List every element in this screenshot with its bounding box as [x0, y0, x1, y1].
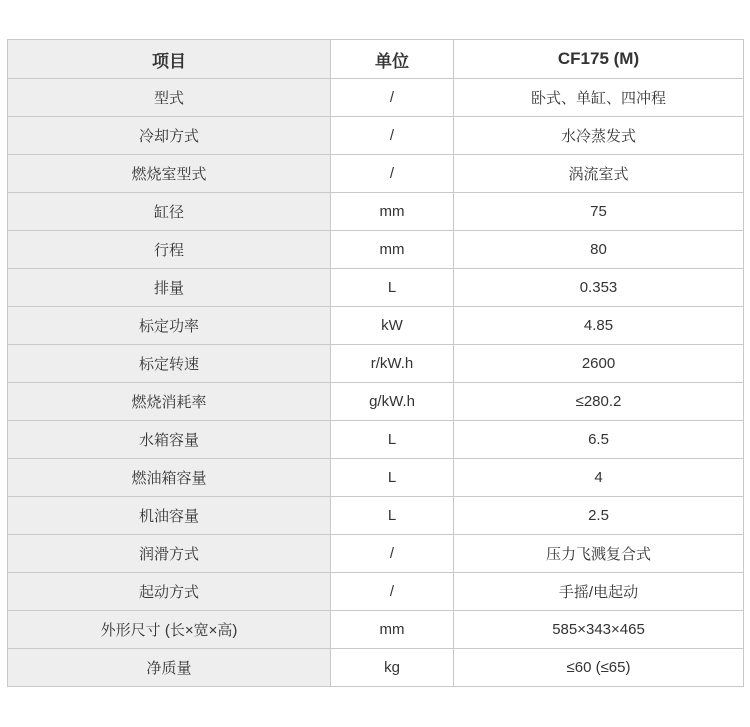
table-row: [8, 79, 744, 117]
cell-value: 手摇/电起动: [454, 573, 744, 611]
spec-table: [7, 39, 744, 687]
table-row: [8, 307, 744, 345]
cell-unit: /: [331, 573, 454, 611]
cell-unit: L: [331, 269, 454, 307]
table-row: [8, 649, 744, 687]
table-row: [8, 231, 744, 269]
table-row: [8, 117, 744, 155]
cell-item: 水箱容量: [8, 421, 331, 459]
cell-unit: L: [331, 459, 454, 497]
cell-value: 涡流室式: [454, 155, 744, 193]
cell-value: 80: [454, 231, 744, 269]
cell-unit: /: [331, 155, 454, 193]
cell-unit: L: [331, 497, 454, 535]
cell-item: 标定功率: [8, 307, 331, 345]
header-row: [8, 40, 744, 79]
cell-value: 4: [454, 459, 744, 497]
cell-item: 润滑方式: [8, 535, 331, 573]
table-row: [8, 611, 744, 649]
cell-item: 排量: [8, 269, 331, 307]
cell-item: 机油容量: [8, 497, 331, 535]
table-row: [8, 573, 744, 611]
cell-value: 75: [454, 193, 744, 231]
cell-value: 2600: [454, 345, 744, 383]
cell-item: 标定转速: [8, 345, 331, 383]
cell-value: 2.5: [454, 497, 744, 535]
table-row: [8, 193, 744, 231]
table-row: [8, 383, 744, 421]
table-row: [8, 269, 744, 307]
cell-item: 燃油箱容量: [8, 459, 331, 497]
spec-table-body: [8, 79, 744, 687]
cell-item: 起动方式: [8, 573, 331, 611]
table-row: [8, 535, 744, 573]
cell-item: 缸径: [8, 193, 331, 231]
cell-unit: mm: [331, 231, 454, 269]
cell-unit: mm: [331, 611, 454, 649]
cell-value: 585×343×465: [454, 611, 744, 649]
table-row: [8, 421, 744, 459]
header-cell-item: 项目: [8, 40, 331, 79]
cell-item: 外形尺寸 (长×宽×高): [8, 611, 331, 649]
table-row: [8, 497, 744, 535]
spec-table-header: [8, 40, 744, 79]
cell-unit: kW: [331, 307, 454, 345]
cell-value: 压力飞溅复合式: [454, 535, 744, 573]
cell-item: 燃烧消耗率: [8, 383, 331, 421]
cell-unit: mm: [331, 193, 454, 231]
cell-unit: /: [331, 79, 454, 117]
table-row: [8, 345, 744, 383]
cell-item: 行程: [8, 231, 331, 269]
cell-item: 型式: [8, 79, 331, 117]
cell-unit: /: [331, 117, 454, 155]
cell-unit: r/kW.h: [331, 345, 454, 383]
header-cell-unit: 单位: [331, 40, 454, 79]
cell-value: ≤280.2: [454, 383, 744, 421]
cell-value: ≤60 (≤65): [454, 649, 744, 687]
cell-unit: L: [331, 421, 454, 459]
cell-unit: /: [331, 535, 454, 573]
cell-item: 净质量: [8, 649, 331, 687]
cell-item: 冷却方式: [8, 117, 331, 155]
cell-value: 0.353: [454, 269, 744, 307]
cell-value: 卧式、单缸、四冲程: [454, 79, 744, 117]
header-cell-model: CF175 (M): [454, 40, 744, 79]
table-row: [8, 155, 744, 193]
cell-unit: g/kW.h: [331, 383, 454, 421]
cell-value: 水冷蒸发式: [454, 117, 744, 155]
table-row: [8, 459, 744, 497]
cell-item: 燃烧室型式: [8, 155, 331, 193]
cell-value: 4.85: [454, 307, 744, 345]
cell-value: 6.5: [454, 421, 744, 459]
cell-unit: kg: [331, 649, 454, 687]
